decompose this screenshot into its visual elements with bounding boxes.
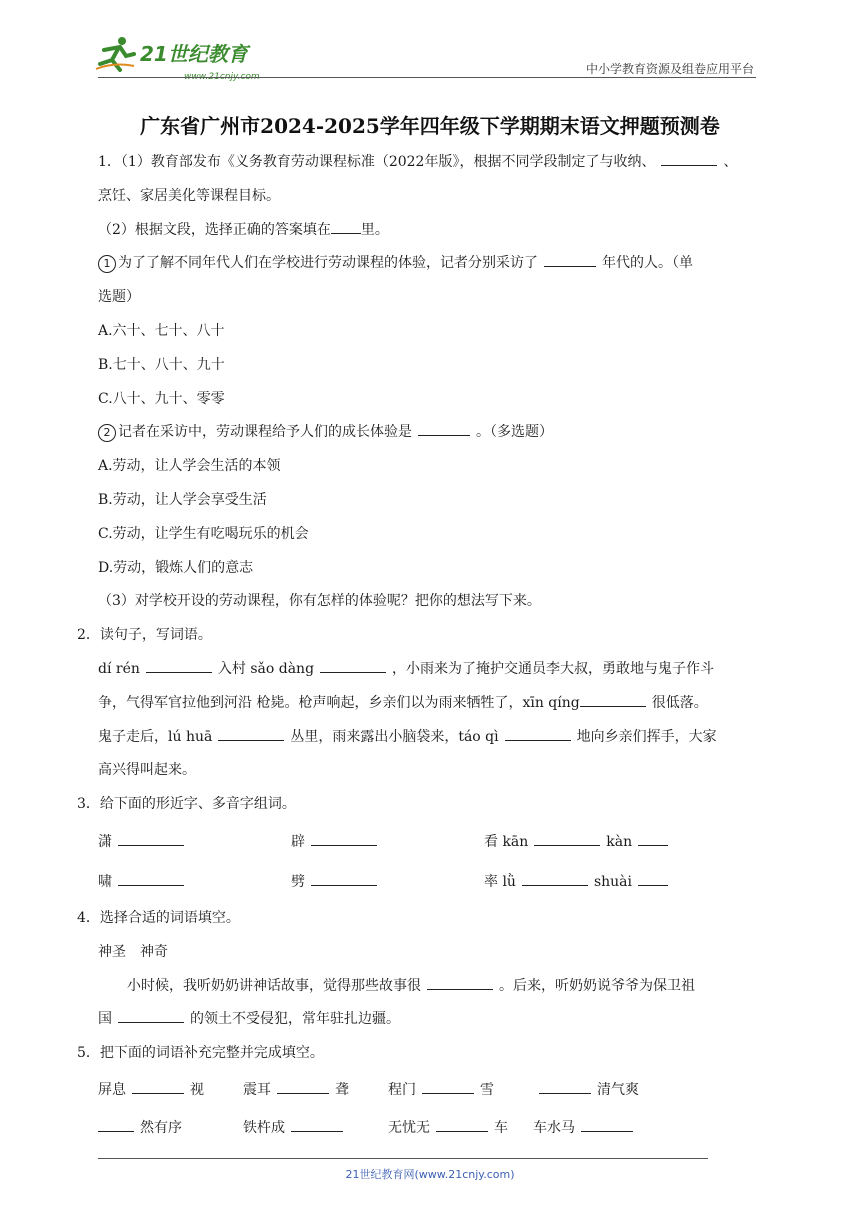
answer-blank[interactable]: [418, 421, 470, 436]
logo: [94, 36, 260, 82]
q2-line-1: dí rén 入村 sǎo dàng ，小雨来为了掩护交通员李大叔，勇敢地与鬼子作斗: [98, 653, 766, 687]
answer-blank[interactable]: [311, 831, 377, 846]
logo-url: www.21cnjy.com: [184, 71, 260, 82]
q3-row-1: 潇 辟 看 kān kàn: [98, 822, 766, 862]
runner-logo-icon: [94, 36, 136, 72]
header-divider: [98, 77, 756, 78]
answer-blank[interactable]: [505, 726, 571, 741]
q1-line-2: 烹饪、家居美化等课程目标。: [98, 187, 280, 204]
answer-blank[interactable]: [132, 1079, 184, 1094]
answer-blank[interactable]: [98, 1117, 134, 1132]
answer-blank[interactable]: [638, 871, 668, 886]
q4-word-choices: 神圣 神奇: [98, 943, 168, 960]
answer-blank[interactable]: [580, 692, 646, 707]
q5-row-1: 屏息 视 震耳 聋 程门 雪 清气爽: [98, 1071, 766, 1109]
q1-sub1-cont: 选题）: [98, 289, 140, 306]
multi-option-a: A.劳动，让人学会生活的本领: [98, 458, 281, 475]
q2-line-3: 鬼子走后，lú huā 丛里，雨来露出小脑袋来，táo qì 地向乡亲们挥手，大家: [98, 721, 766, 755]
q4-heading: 4．选择合适的词语填空。: [77, 909, 240, 926]
answer-blank[interactable]: [436, 1117, 488, 1132]
answer-blank[interactable]: [522, 871, 588, 886]
answer-blank[interactable]: [539, 1079, 591, 1094]
multi-option-d: D.劳动，锻炼人们的意志: [98, 559, 254, 576]
option-b: B.七十、八十、九十: [98, 356, 225, 373]
answer-blank[interactable]: [638, 831, 668, 846]
q1-sub2: 2 记者在采访中，劳动课程给予人们的成长体验是 。（多选题）: [98, 416, 766, 450]
answer-blank[interactable]: [534, 831, 600, 846]
footer-divider: [98, 1158, 708, 1159]
answer-blank[interactable]: [661, 151, 717, 166]
answer-blank[interactable]: [311, 871, 377, 886]
answer-blank[interactable]: [581, 1117, 633, 1132]
q5-heading: 5．把下面的词语补充完整并完成填空。: [77, 1045, 324, 1062]
multi-option-b: B.劳动，让人学会享受生活: [98, 491, 267, 508]
answer-blank[interactable]: [146, 658, 212, 673]
page-header: [0, 0, 860, 82]
answer-blank[interactable]: [291, 1117, 343, 1132]
q1-line-1: 1．（1）教育部发布《义务教育劳动课程标准（2022年版》，根据不同学段制定了与收纳、 、: [98, 146, 766, 180]
option-a: A.六十、七十、八十: [98, 322, 225, 339]
answer-blank[interactable]: [118, 1008, 184, 1023]
q1-part2: （2）根据文段，选择正确的答案填在 里。: [98, 214, 766, 248]
circled-number: 2: [98, 424, 116, 442]
answer-blank[interactable]: [320, 658, 386, 673]
answer-blank[interactable]: [118, 871, 184, 886]
q1-sub1: 1 为了了解不同年代人们在学校进行劳动课程的体验，记者分别采访了 年代的人。（单: [98, 247, 766, 281]
answer-blank[interactable]: [544, 252, 596, 267]
q5-row-2: 然有序 铁杵成 无忧无 车 车水马: [98, 1109, 766, 1147]
answer-blank[interactable]: [118, 831, 184, 846]
answer-blank[interactable]: [331, 219, 361, 234]
q1-part3: （3）对学校开设的劳动课程，你有怎样的体验呢？把你的想法写下来。: [98, 593, 541, 610]
q4-line-2: 国 的领土不受侵犯，常年驻扎边疆。: [98, 1003, 766, 1037]
q3-row-2: 啸 劈 率 lǜ shuài: [98, 862, 766, 902]
answer-blank[interactable]: [218, 726, 284, 741]
q2-line-4: 高兴得叫起来。: [98, 762, 196, 779]
circled-number: 1: [98, 255, 116, 273]
footer-link[interactable]: 21世纪教育网(www.21cnjy.com): [345, 1168, 515, 1181]
header-platform-text: 中小学教育资源及组卷应用平台: [585, 62, 754, 76]
q3-heading: 3．给下面的形近字、多音字组词。: [77, 796, 296, 813]
q2-line-2: 争，气得军官拉他到河沿 枪毙。枪声响起，乡亲们以为雨来牺牲了，xīn qíng 很低落。: [98, 687, 766, 721]
q2-heading: 2．读句子，写词语。: [77, 627, 212, 644]
q4-line-1: 小时候，我听奶奶讲神话故事，觉得那些故事很 。后来，听奶奶说爷爷为保卫祖: [77, 970, 766, 1004]
logo-text: 21世纪教育: [140, 41, 248, 66]
answer-blank[interactable]: [422, 1079, 474, 1094]
answer-blank[interactable]: [277, 1079, 329, 1094]
question-content: [77, 146, 766, 1147]
answer-blank[interactable]: [427, 975, 493, 990]
option-c: C.八十、九十、零零: [98, 390, 225, 407]
multi-option-c: C.劳动，让学生有吃喝玩乐的机会: [98, 525, 309, 542]
page-title: 广东省广州市2024-2025学年四年级下学期期末语文押题预测卷: [140, 114, 720, 138]
